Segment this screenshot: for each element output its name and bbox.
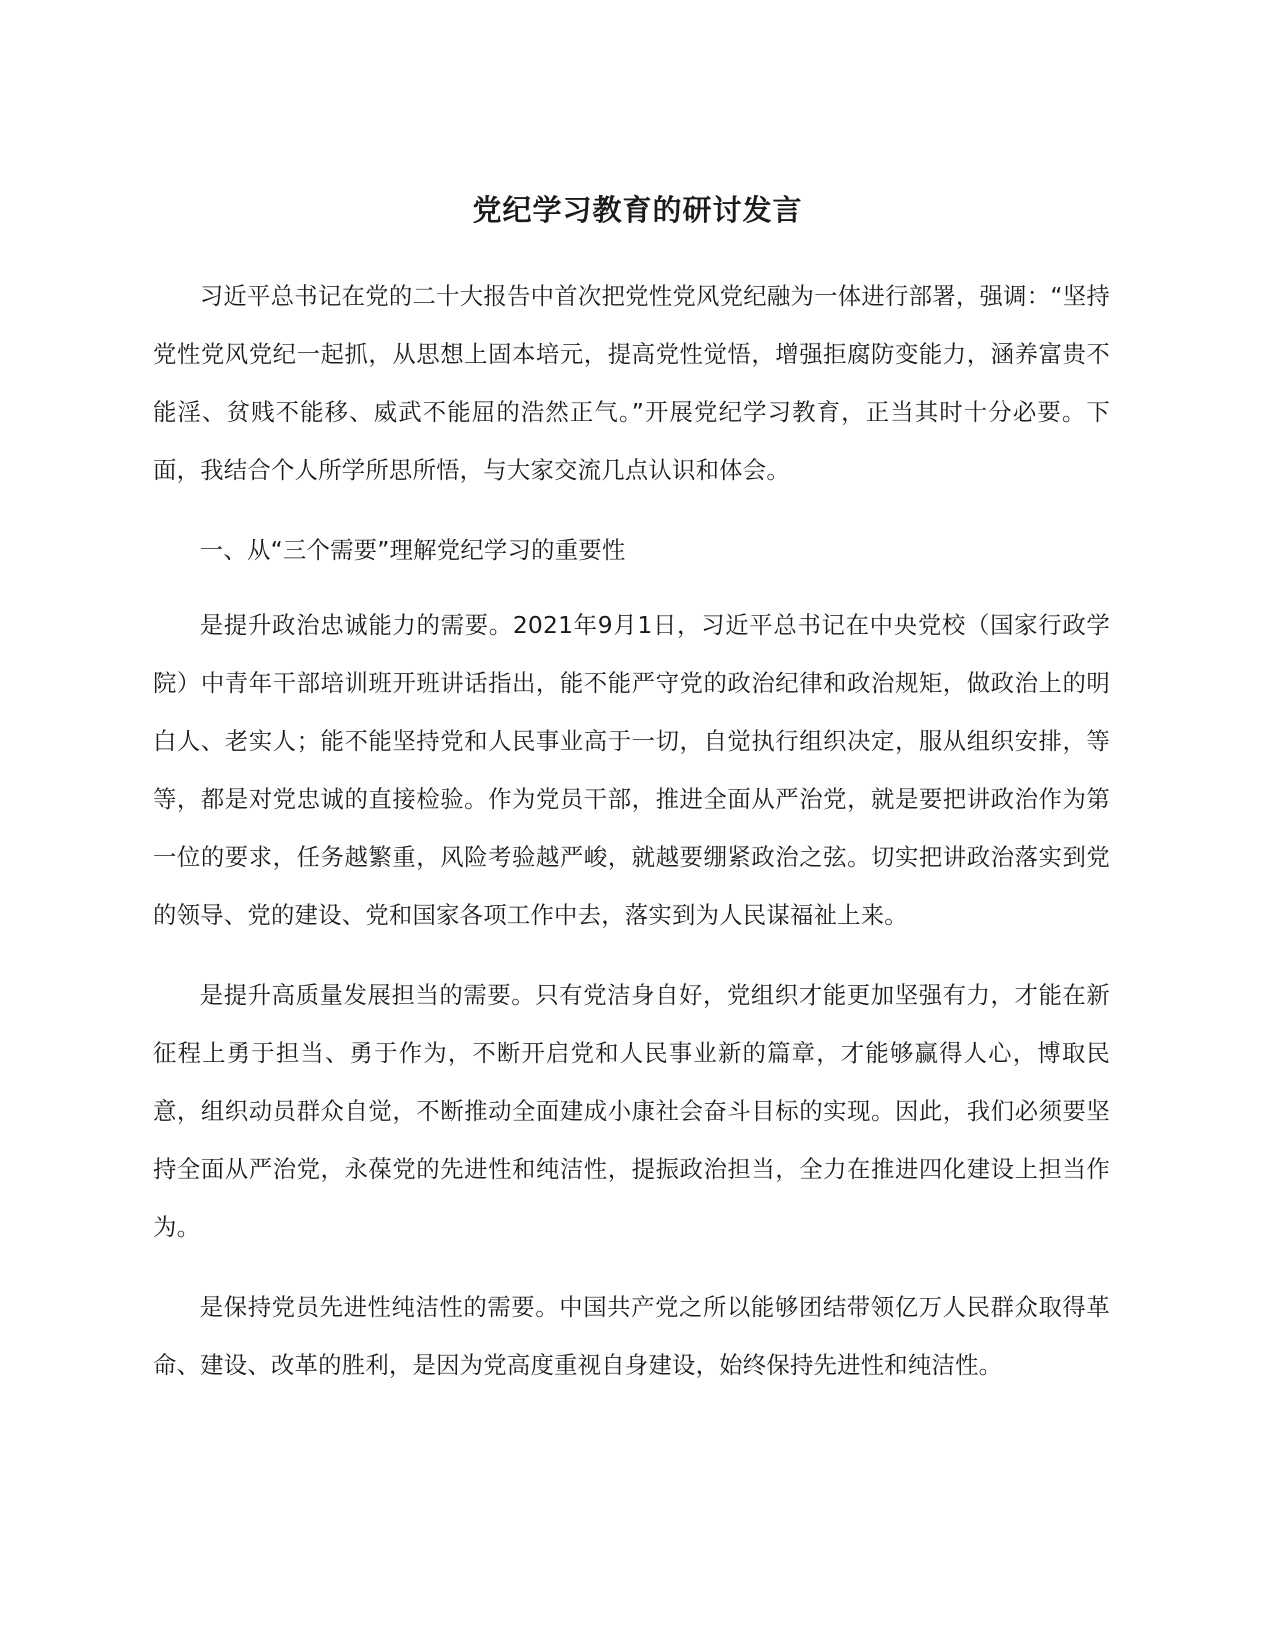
paragraph-advancement-purity: 是保持党员先进性纯洁性的需要。中国共产党之所以能够团结带领亿万人民群众取得革命、建设、改革的胜利，是因为党高度重视自身建设，始终保持先进性和纯洁性。 xyxy=(153,1293,1110,1379)
paragraph-development-responsibility: 是提升高质量发展担当的需要。只有党洁身自好，党组织才能更加坚强有力，才能在新征程上勇于担当、勇于作为，不断开启党和人民事业新的篇章，才能够赢得人心，博取民意，组织动员群众自觉，不断推动全面建成小康社会奋斗目标的实现。因此，我们必须要坚持全面从严治党，永葆党的先进性和纯洁性，提振政治担当，全力在推进四化建设上担当作为。 xyxy=(153,981,1110,1241)
section-heading-1: 一、从“三个需要”理解党纪学习的重要性 xyxy=(199,536,626,564)
paragraph-political-loyalty: 是提升政治忠诚能力的需要。2021年9月1日，习近平总书记在中央党校（国家行政学院）中青年干部培训班开班讲话指出，能不能严守党的政治纪律和政治规矩，做政治上的明白人、老实人；能不能坚持党和人民事业高于一切，自觉执行组织决定，服从组织安排，等等，都是对党忠诚的直接检验。作为党员干部，推进全面从严治党，就是要把讲政治作为第一位的要求，任务越繁重，风险考验越严峻，就越要绷紧政治之弦。切实把讲政治落实到党的领导、党的建设、党和国家各项工作中去，落实到为人民谋福祉上来。 xyxy=(153,611,1110,929)
document-title: 党纪学习教育的研讨发言 xyxy=(472,193,803,227)
document-body xyxy=(153,267,1110,1416)
paragraph-intro: 习近平总书记在党的二十大报告中首次把党性党风党纪融为一体进行部署，强调：“坚持党性党风党纪一起抓，从思想上固本培元，提高党性觉悟，增强拒腐防变能力，涵养富贵不能淫、贫贱不能移、威武不能屈的浩然正气。”开展党纪学习教育，正当其时十分必要。下面，我结合个人所学所思所悟，与大家交流几点认识和体会。 xyxy=(153,282,1110,484)
